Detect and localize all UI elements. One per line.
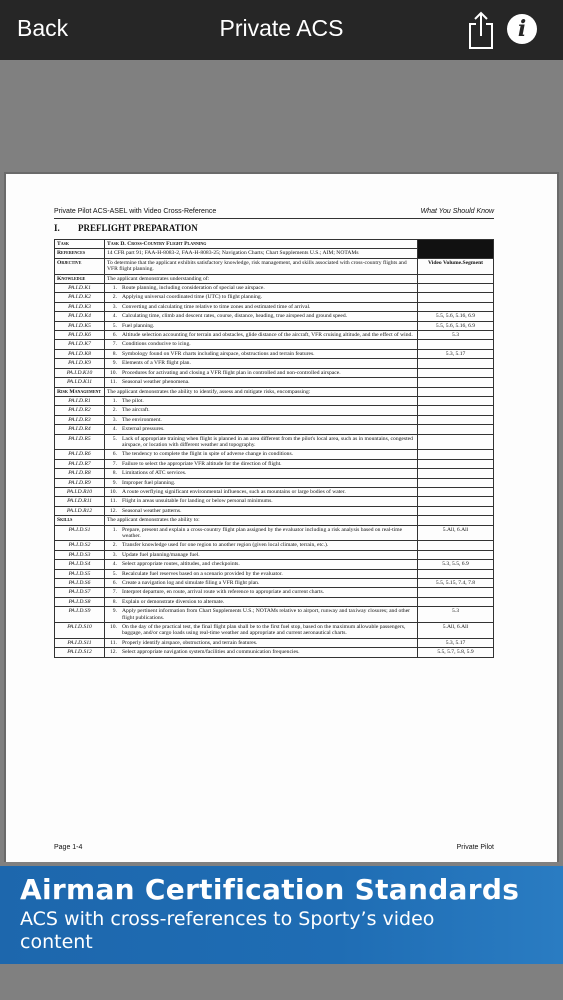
element-text: Altitude selection accounting for terrain and obstacles, glide distance of the aircraft, VFR cruising altitude, and the effect of wind.: [122, 332, 413, 339]
element-number: 3.: [112, 303, 117, 310]
element-description: [105, 312, 418, 321]
element-code: PA.I.D.R10: [55, 487, 105, 496]
table-row: [55, 497, 494, 506]
element-code: PA.I.D.R1: [55, 396, 105, 405]
table-row: [55, 638, 494, 647]
element-code: PA.I.D.R7: [55, 459, 105, 468]
element-code: PA.I.D.S3: [55, 550, 105, 559]
table-row: [55, 579, 494, 588]
element-text: The tendency to complete the flight in spite of adverse change in conditions.: [122, 451, 294, 458]
element-item: [107, 542, 415, 548]
element-code: PA.I.D.S2: [55, 541, 105, 550]
video-reference: [418, 368, 494, 377]
element-code: PA.I.D.K9: [55, 359, 105, 368]
element-item: [107, 461, 415, 467]
element-number: 10.: [110, 624, 117, 631]
element-number: 4.: [112, 561, 117, 568]
back-button[interactable]: Back: [17, 15, 69, 41]
page-title: Private ACS: [219, 15, 344, 41]
element-item: [107, 527, 415, 540]
video-reference: 5.All, 6.All: [418, 623, 494, 639]
element-code: PA.I.D.S4: [55, 560, 105, 569]
element-text: Conditions conducive to icing.: [122, 341, 191, 348]
video-reference: [418, 434, 494, 450]
element-description: [105, 506, 418, 515]
risk-video-cell: [418, 387, 494, 396]
element-code: PA.I.D.S5: [55, 569, 105, 578]
element-text: Applying universal coordinated time (UTC) to flight planning.: [122, 294, 263, 301]
element-number: 2.: [112, 542, 117, 549]
element-item: [107, 489, 415, 495]
element-description: [105, 607, 418, 623]
footer-left-text: Page 1-4: [54, 844, 83, 851]
element-text: Limitations of ATC services.: [122, 470, 187, 477]
references-label: References: [55, 249, 105, 258]
video-reference: 5.3, 5.17: [418, 638, 494, 647]
element-code: PA.I.D.K2: [55, 293, 105, 302]
element-description: [105, 550, 418, 559]
element-text: The pilot.: [122, 397, 144, 404]
table-row: [55, 434, 494, 450]
element-description: [105, 368, 418, 377]
element-text: External pressures.: [122, 426, 165, 433]
element-item: [107, 407, 415, 413]
element-description: [105, 321, 418, 330]
table-row: [55, 607, 494, 623]
table-row: [55, 525, 494, 541]
element-text: Improper fuel planning.: [122, 479, 176, 486]
promo-banner: [0, 866, 563, 964]
element-item: [107, 561, 415, 567]
element-description: [105, 469, 418, 478]
element-description: [105, 560, 418, 569]
element-description: [105, 425, 418, 434]
knowledge-intro: The applicant demonstrates understanding of:: [105, 274, 418, 283]
table-row: [55, 406, 494, 415]
element-item: [107, 624, 415, 637]
table-row: [55, 312, 494, 321]
element-item: [107, 508, 415, 514]
video-reference: [418, 415, 494, 424]
references-value: 14 CFR part 91; FAA-H-8083-2, FAA-H-8083-25; Navigation Charts; Chart Supplements U.S.; AIM; NOTAMs: [105, 249, 418, 258]
element-description: [105, 378, 418, 387]
element-item: [107, 370, 415, 376]
element-number: 4.: [112, 313, 117, 320]
document-page[interactable]: [6, 174, 557, 862]
element-item: [107, 608, 415, 621]
element-text: Lack of appropriate training when flight is planned in an area different from the pilot's local area, such as in mountains, congested airspace, or location with different weather and topography.: [122, 435, 413, 448]
element-code: PA.I.D.K1: [55, 284, 105, 293]
table-row: [55, 588, 494, 597]
element-code: PA.I.D.S7: [55, 588, 105, 597]
element-text: Flight in areas unsuitable for landing or below personal minimums.: [122, 498, 273, 505]
table-row: [55, 359, 494, 368]
element-description: [105, 396, 418, 405]
element-text: A route overflying significant environmental influences, such as mountains or large bodies of water.: [122, 488, 346, 495]
element-number: 1.: [112, 526, 117, 533]
element-text: Seasonal weather patterns.: [122, 507, 182, 514]
element-number: 3.: [112, 416, 117, 423]
element-description: [105, 478, 418, 487]
element-text: Failure to select the appropriate VFR altitude for the direction of flight.: [122, 460, 282, 467]
element-item: [107, 323, 415, 329]
risk-intro: The applicant demonstrates the ability to identify, assess and mitigate risks, encompassing:: [105, 387, 418, 396]
element-description: [105, 340, 418, 349]
video-reference: [418, 588, 494, 597]
table-row: [55, 487, 494, 496]
element-number: 4.: [112, 426, 117, 433]
element-code: PA.I.D.R11: [55, 497, 105, 506]
element-description: [105, 434, 418, 450]
table-row: [55, 450, 494, 459]
banner-subtitle: ACS with cross-references to Sporty’s video content: [20, 908, 435, 953]
element-code: PA.I.D.K5: [55, 321, 105, 330]
video-reference: [418, 378, 494, 387]
element-text: Symbology found on VFR charts including airspace, obstructions and terrain features.: [122, 350, 315, 357]
element-code: PA.I.D.K6: [55, 331, 105, 340]
table-row: [55, 459, 494, 468]
element-number: 12.: [110, 649, 117, 656]
element-description: [105, 588, 418, 597]
table-row: [55, 648, 494, 657]
video-reference: [418, 425, 494, 434]
element-text: Transfer knowledge used for one region to another region (given local climate, terrain, etc.).: [122, 542, 329, 549]
video-reference: 5.3: [418, 607, 494, 623]
element-number: 5.: [112, 435, 117, 442]
section-heading: [54, 223, 198, 233]
element-code: PA.I.D.S6: [55, 579, 105, 588]
table-row: [55, 469, 494, 478]
element-item: [107, 480, 415, 486]
video-column-header: Video Volume.Segment: [418, 258, 494, 274]
video-reference: 5.5, 5.6, 5.16, 6.9: [418, 321, 494, 330]
element-code: PA.I.D.R9: [55, 478, 105, 487]
element-code: PA.I.D.K8: [55, 349, 105, 358]
element-code: PA.I.D.R12: [55, 506, 105, 515]
element-item: [107, 649, 415, 655]
knowledge-video-cell: [418, 274, 494, 283]
element-description: [105, 349, 418, 358]
video-reference: [418, 478, 494, 487]
element-number: 8.: [112, 350, 117, 357]
video-reference: [418, 487, 494, 496]
element-number: 9.: [112, 479, 117, 486]
element-description: [105, 293, 418, 302]
acs-task-table: [54, 239, 494, 658]
element-description: [105, 569, 418, 578]
element-number: 2.: [112, 407, 117, 414]
element-number: 5.: [112, 570, 117, 577]
element-number: 8.: [112, 470, 117, 477]
element-text: Interpret departure, en route, arrival route with reference to appropriate and current charts.: [122, 589, 325, 596]
element-text: Create a navigation log and simulate filing a VFR flight plan.: [122, 580, 260, 587]
element-text: Recalculate fuel reserves based on a scenario provided by the evaluator.: [122, 570, 283, 577]
element-number: 10.: [110, 488, 117, 495]
element-number: 7.: [112, 460, 117, 467]
element-text: The environment.: [122, 416, 162, 423]
element-text: Explain or demonstrate diversion to alternate.: [122, 598, 225, 605]
video-reference: [418, 396, 494, 405]
element-number: 5.: [112, 322, 117, 329]
element-description: [105, 459, 418, 468]
table-row: [55, 623, 494, 639]
element-code: PA.I.D.R3: [55, 415, 105, 424]
element-description: [105, 497, 418, 506]
element-code: PA.I.D.K3: [55, 302, 105, 311]
table-row: [55, 415, 494, 424]
element-code: PA.I.D.S11: [55, 638, 105, 647]
element-number: 11.: [110, 498, 117, 505]
element-item: [107, 470, 415, 476]
element-description: [105, 415, 418, 424]
element-code: PA.I.D.R8: [55, 469, 105, 478]
element-text: Update fuel planning/manage fuel.: [122, 551, 200, 558]
element-item: [107, 451, 415, 457]
task-row: [55, 240, 494, 249]
element-number: 6.: [112, 451, 117, 458]
element-item: [107, 313, 415, 319]
table-row: [55, 331, 494, 340]
element-code: PA.I.D.R5: [55, 434, 105, 450]
table-row: [55, 349, 494, 358]
element-number: 11.: [110, 639, 117, 646]
element-text: Converting and calculating time relative to time zones and estimated time of arrival.: [122, 303, 311, 310]
section-number: I.: [54, 223, 60, 233]
element-description: [105, 331, 418, 340]
table-row: [55, 506, 494, 515]
risk-label: Risk Management: [55, 387, 105, 396]
element-item: [107, 360, 415, 366]
table-row: [55, 284, 494, 293]
element-description: [105, 648, 418, 657]
knowledge-label: Knowledge: [55, 274, 105, 283]
element-number: 9.: [112, 360, 117, 367]
table-row: [55, 425, 494, 434]
objective-label: Objective: [55, 258, 105, 274]
video-reference: [418, 284, 494, 293]
element-item: [107, 552, 415, 558]
element-description: [105, 541, 418, 550]
video-reference: [418, 302, 494, 311]
element-code: PA.I.D.R4: [55, 425, 105, 434]
element-item: [107, 294, 415, 300]
navigation-bar: [0, 0, 563, 60]
black-header-cell: [418, 240, 494, 259]
element-text: Route planning, including consideration of special use airspace.: [122, 285, 265, 292]
section-title: PREFLIGHT PREPARATION: [78, 223, 198, 233]
video-reference: [418, 506, 494, 515]
element-number: 8.: [112, 598, 117, 605]
element-code: PA.I.D.R6: [55, 450, 105, 459]
element-code: PA.I.D.K10: [55, 368, 105, 377]
knowledge-header-row: [55, 274, 494, 283]
video-reference: [418, 550, 494, 559]
table-row: [55, 597, 494, 606]
video-reference: 5.5, 5.7, 5.8, 5.9: [418, 648, 494, 657]
share-icon[interactable]: [466, 10, 496, 50]
table-row: [55, 541, 494, 550]
element-number: 6.: [112, 332, 117, 339]
element-item: [107, 599, 415, 605]
table-row: [55, 321, 494, 330]
element-number: 1.: [112, 285, 117, 292]
video-reference: [418, 597, 494, 606]
table-row: [55, 478, 494, 487]
objective-value: To determine that the applicant exhibits satisfactory knowledge, risk management, and skills associated with cross-country flights and VFR flight planning.: [105, 258, 418, 274]
table-row: [55, 378, 494, 387]
task-label: Task: [55, 240, 105, 249]
element-description: [105, 623, 418, 639]
video-reference: 5.3, 5.17: [418, 349, 494, 358]
element-number: 10.: [110, 369, 117, 376]
video-reference: [418, 340, 494, 349]
element-item: [107, 498, 415, 504]
element-description: [105, 579, 418, 588]
banner-title: Airman Certification Standards: [20, 873, 520, 906]
video-reference: [418, 469, 494, 478]
video-reference: [418, 293, 494, 302]
video-reference: [418, 497, 494, 506]
element-item: [107, 379, 415, 385]
element-code: PA.I.D.K11: [55, 378, 105, 387]
element-text: Select appropriate navigation system/facilities and communication frequencies.: [122, 649, 300, 656]
element-number: 6.: [112, 580, 117, 587]
skills-video-cell: [418, 516, 494, 525]
element-description: [105, 284, 418, 293]
skills-label: Skills: [55, 516, 105, 525]
table-row: [55, 569, 494, 578]
element-description: [105, 638, 418, 647]
element-item: [107, 332, 415, 338]
element-item: [107, 571, 415, 577]
element-description: [105, 406, 418, 415]
element-code: PA.I.D.S8: [55, 597, 105, 606]
task-value: Task D. Cross-Country Flight Planning: [105, 240, 418, 249]
element-number: 3.: [112, 551, 117, 558]
element-item: [107, 580, 415, 586]
table-row: [55, 302, 494, 311]
video-reference: [418, 359, 494, 368]
element-number: 7.: [112, 341, 117, 348]
element-code: PA.I.D.S12: [55, 648, 105, 657]
table-row: [55, 560, 494, 569]
element-text: The aircraft.: [122, 407, 150, 414]
element-code: PA.I.D.S1: [55, 525, 105, 541]
video-reference: [418, 459, 494, 468]
element-text: Properly identify airspace, obstructions, and terrain features.: [122, 639, 258, 646]
objective-row: [55, 258, 494, 274]
header-left-text: Private Pilot ACS-ASEL with Video Cross-Reference: [54, 208, 217, 215]
element-item: [107, 341, 415, 347]
element-number: 12.: [110, 507, 117, 514]
table-row: [55, 550, 494, 559]
element-item: [107, 285, 415, 291]
video-reference: [418, 569, 494, 578]
header-right-text: What You Should Know: [420, 208, 494, 215]
element-number: 11.: [110, 379, 117, 386]
video-reference: [418, 450, 494, 459]
element-text: Procedures for activating and closing a VFR flight plan in controlled and non-controlled airspace.: [122, 369, 341, 376]
element-text: Seasonal weather phenomena.: [122, 379, 190, 386]
element-text: On the day of the practical test, the final flight plan shall be to the first fuel stop, based on the maximum allowable passengers, baggage, and/or cargo loads using real-time weather and appropriate and current aeronautical charts.: [122, 624, 406, 637]
footer-right-text: Private Pilot: [456, 844, 494, 851]
element-text: Calculating time, climb and descent rates, course, distance, heading, true airspeed and ground speed.: [122, 313, 348, 320]
video-reference: 5.5, 5.15, 7.4, 7.8: [418, 579, 494, 588]
element-text: Fuel planning.: [122, 322, 155, 329]
element-item: [107, 417, 415, 423]
element-number: 2.: [112, 294, 117, 301]
element-item: [107, 426, 415, 432]
element-code: PA.I.D.K4: [55, 312, 105, 321]
table-row: [55, 293, 494, 302]
element-description: [105, 302, 418, 311]
video-reference: 5.3, 5.5, 6.9: [418, 560, 494, 569]
video-reference: 5.5, 5.6, 5.16, 6.9: [418, 312, 494, 321]
element-description: [105, 450, 418, 459]
element-text: Apply pertinent information from Chart Supplements U.S.; NOTAMs relative to airport, runway and taxiway closures; and other flight publications.: [122, 608, 411, 621]
element-item: [107, 436, 415, 449]
element-code: PA.I.D.K7: [55, 340, 105, 349]
header-divider: [54, 218, 494, 219]
video-reference: [418, 541, 494, 550]
element-code: PA.I.D.R2: [55, 406, 105, 415]
skills-header-row: [55, 516, 494, 525]
element-item: [107, 640, 415, 646]
video-reference: 5.All, 6.All: [418, 525, 494, 541]
skills-intro: The applicant demonstrates the ability to:: [105, 516, 418, 525]
element-item: [107, 589, 415, 595]
element-description: [105, 525, 418, 541]
element-item: [107, 304, 415, 310]
element-number: 7.: [112, 589, 117, 596]
risk-header-row: [55, 387, 494, 396]
element-text: Prepare, present and explain a cross-country flight plan assigned by the evaluator including a risk analysis based on real-time weather.: [122, 526, 403, 539]
element-code: PA.I.D.S9: [55, 607, 105, 623]
table-row: [55, 368, 494, 377]
element-description: [105, 487, 418, 496]
element-item: [107, 398, 415, 404]
element-text: Select appropriate routes, altitudes, and checkpoints.: [122, 561, 240, 568]
element-description: [105, 597, 418, 606]
element-description: [105, 359, 418, 368]
element-text: Elements of a VFR flight plan.: [122, 360, 191, 367]
table-row: [55, 396, 494, 405]
info-icon[interactable]: i: [507, 14, 537, 44]
element-number: 1.: [112, 397, 117, 404]
element-number: 9.: [112, 608, 117, 615]
video-reference: 5.3: [418, 331, 494, 340]
element-code: PA.I.D.S10: [55, 623, 105, 639]
table-row: [55, 340, 494, 349]
video-reference: [418, 406, 494, 415]
element-item: [107, 351, 415, 357]
